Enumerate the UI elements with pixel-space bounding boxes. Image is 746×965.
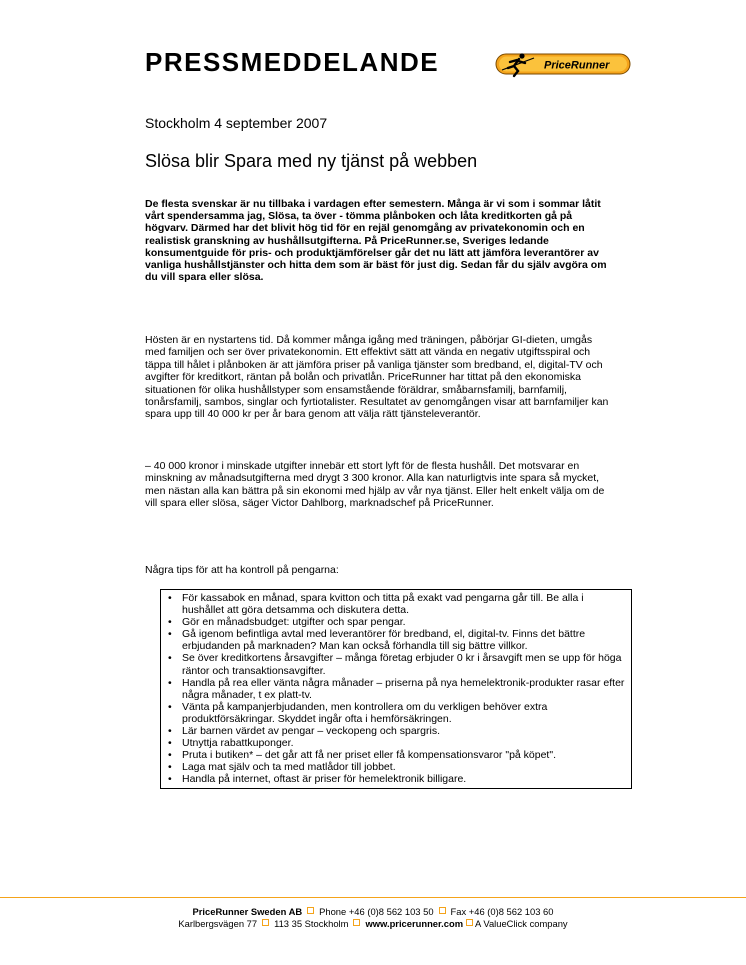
footer-company: PriceRunner Sweden AB: [192, 906, 303, 917]
body-paragraph-1: Hösten är en nystartens tid. Då kommer många igång med träningen, påbörjar GI-dieten, umgås med familjen och ser över privatekonomin. Ett effektivt sätt att vända en negativ utgiftsspiral och täppa till hålet i plånboken är att jämföra priser på vanliga tjänster som bredband, el, digital-TV och avgifter för kreditkort, räntan på bolån och privatlån. PriceRunner har tittat på den ekonomiska situationen för olika hushållstyper som ensamstående föräldrar, småbarnsfamilj, barnfamilj, tonårsfamilj, sambos, singlar och fyrtiotalister. Resultatet av genomgången visar att barnfamiljer kan spara upp till 40 000 kr per år bara genom att välja rätt tjänsteleverantör.: [145, 334, 609, 421]
footer-phone: Phone +46 (0)8 562 103 50: [319, 906, 434, 917]
footer-street: Karlbergsvägen 77: [178, 918, 258, 929]
square-bullet-icon: [307, 907, 314, 914]
headline: Slösa blir Spara med ny tjänst på webben: [145, 151, 478, 171]
tips-intro: Några tips för att ha kontroll på pengarna:: [145, 564, 339, 576]
tip-item: • Lär barnen värdet av pengar – veckopeng och spargris.: [167, 725, 627, 737]
footer: [0, 906, 746, 930]
square-bullet-icon: [262, 919, 269, 926]
footer-line-1: [0, 906, 746, 918]
pricerunner-logo: [494, 50, 632, 78]
square-bullet-icon: [439, 907, 446, 914]
tip-item: • Pruta i butiken* – det går att få ner priset eller få kompensationsvaror "på köpet".: [167, 749, 627, 761]
quote-paragraph: – 40 000 kronor i minskade utgifter innebär ett stort lyft för de flesta hushåll. Det motsvarar en minskning av månadsutgifterna med drygt 3 300 kronor. Alla kan naturligtvis inte spara så mycket, men nästan alla kan bättra på sin ekonomi med hjälp av vår nya tjänst. Eller helt enkelt välja om de vill spara eller slösa, säger Victor Dahlborg, marknadschef på PriceRunner.: [145, 460, 605, 510]
dateline: Stockholm 4 september 2007: [145, 115, 328, 131]
tip-item: • Vänta på kampanjerbjudanden, men kontrollera om du verkligen behöver extra produktförsäkringar. Skyddet ingår ofta i hemförsäkringen.: [167, 701, 627, 725]
tip-item: • För kassabok en månad, spara kvitton och titta på exakt vad pengarna går till. Be alla i hushållet att göra detsamma och diskutera detta.: [167, 592, 627, 616]
footer-parent: A ValueClick company: [475, 918, 568, 929]
footer-divider: [0, 897, 746, 898]
tip-item: • Utnyttja rabattkuponger.: [167, 737, 627, 749]
document-title: PRESSMEDDELANDE: [145, 47, 440, 77]
footer-line-2: [0, 918, 746, 930]
square-bullet-icon: [466, 919, 473, 926]
tip-item: • Handla på rea eller vänta några månader – priserna på nya hemelektronik-produkter rasar efter några månader, t ex platt-tv.: [167, 677, 627, 701]
square-bullet-icon: [353, 919, 360, 926]
footer-website-link[interactable]: www.pricerunner.com: [365, 918, 464, 929]
tip-item: • Handla på internet, oftast är priser för hemelektronik billigare.: [167, 773, 627, 785]
tip-item: • Gör en månadsbudget: utgifter och spar pengar.: [167, 616, 627, 628]
footer-city: 113 35 Stockholm: [274, 918, 349, 929]
tip-item: • Se över kreditkortens årsavgifter – många företag erbjuder 0 kr i årsavgift men se upp för höga räntor och transaktionsavgifter.: [167, 652, 627, 676]
tip-item: • Laga mat själv och ta med matlådor till jobbet.: [167, 761, 627, 773]
logo-wordmark: PriceRunner: [544, 59, 610, 72]
footer-fax: Fax +46 (0)8 562 103 60: [450, 906, 554, 917]
tip-item: • Gå igenom befintliga avtal med leverantörer för bredband, el, digital-tv. Finns det bättre erbjudanden på marknaden? Man kan också förhandla till sig bättre villkor.: [167, 628, 627, 652]
lead-paragraph: De flesta svenskar är nu tillbaka i vardagen efter semestern. Många är vi som i sommar låtit vårt spendersamma jag, Slösa, ta över - tömma plånboken och låta kreditkorten gå på högvarv. Därmed har det blivit hög tid för en rejäl genomgång av privatekonomin och en realistisk granskning av hushållsutgifterna. På PriceRunner.se, Sveriges ledande konsumentguide för pris- och produktjämförelser går det nu lätt att jämföra leverantörer av vanliga hushållstjänster och hitta dem som är bäst för just dig. Sedan får du själv avgöra om du vill spara eller slösa.: [145, 198, 607, 284]
tips-box: [160, 589, 632, 789]
